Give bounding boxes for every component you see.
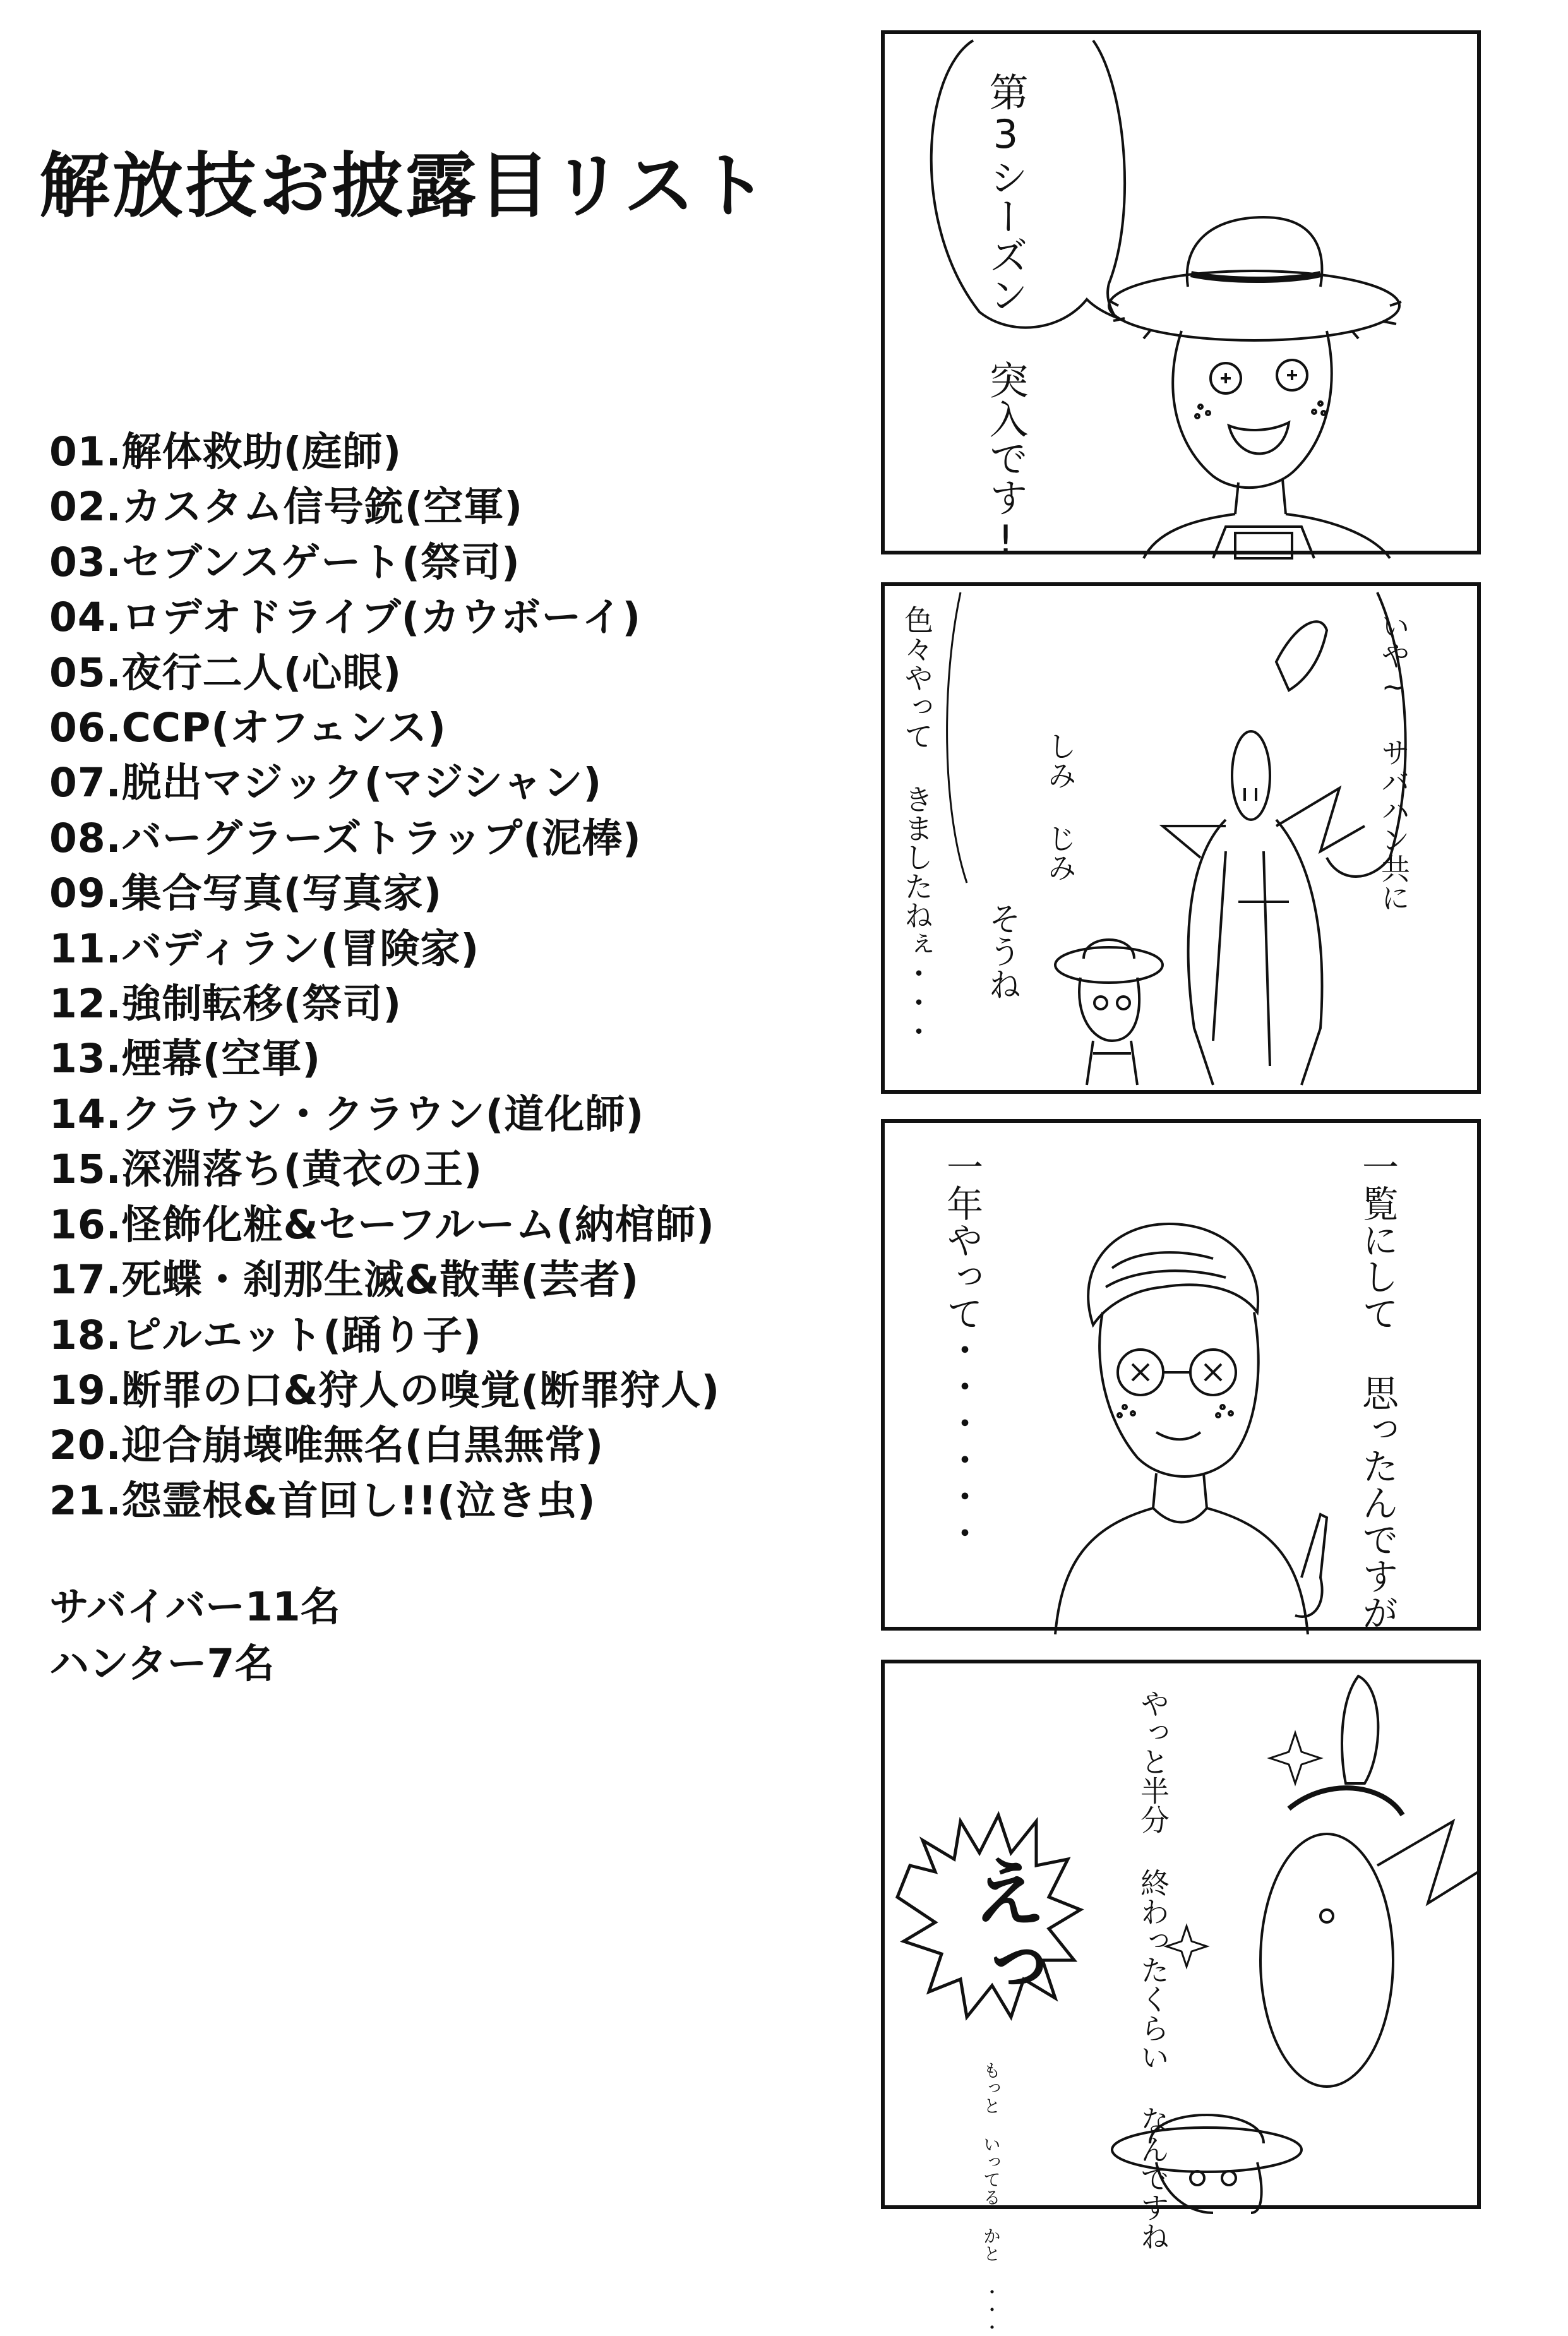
list-item: 18.ピルエット(踊り子) xyxy=(49,1312,482,1358)
page-title: 解放技お披露目リスト xyxy=(39,145,770,227)
comic-panel-2 xyxy=(881,582,1481,1094)
bubble-line: 色々やって xyxy=(900,605,934,750)
comic-panel-3 xyxy=(881,1119,1481,1631)
list-item: 02.カスタム信号銃(空軍) xyxy=(49,484,524,530)
bubble-line: なんですね xyxy=(1136,2105,1170,2251)
list-item: 12.強制転移(祭司) xyxy=(49,981,402,1027)
sfx-sou-ne: そうね xyxy=(983,902,1020,1000)
list-item: 03.セブンスゲート(祭司) xyxy=(49,539,520,585)
speech-bubble-left: 一年やって・・・・・・ xyxy=(940,1148,983,1551)
bubble-line: 思ったんですが xyxy=(1356,1374,1399,1631)
aside-line: もっと xyxy=(981,2061,1002,2114)
aside-line: いってる xyxy=(981,2135,1002,2206)
sfx-line: しみ xyxy=(1043,731,1077,789)
list-item: 05.夜行二人(心眼) xyxy=(49,649,402,696)
aside-line: かと xyxy=(981,2227,1002,2262)
bubble-line: きましたねぇ・・・ xyxy=(900,784,934,1046)
bubble-line: 終わったくらい xyxy=(1136,1868,1170,2071)
shout-text: えっ xyxy=(959,1853,1046,2004)
bubble-line: いや~ xyxy=(1377,611,1411,704)
list-item: 19.断罪の口&狩人の嗅覚(断罪狩人) xyxy=(49,1367,721,1413)
list-item: 06.CCP(オフェンス) xyxy=(49,705,446,752)
bubble-line: サバハン共に xyxy=(1377,738,1411,912)
list-item: 20.迎合崩壊唯無名(白黒無常) xyxy=(49,1422,604,1469)
list-item: 08.バーグラーズトラップ(泥棒) xyxy=(49,815,642,861)
list-item: 09.集合写真(写真家) xyxy=(49,870,443,917)
list-item: 16.怪飾化粧&セーフルーム(納棺師) xyxy=(49,1201,715,1248)
speech-bubble-right xyxy=(1374,611,1413,912)
comic-panel-1 xyxy=(881,30,1481,563)
aside-line: ・・・ xyxy=(981,2283,1002,2336)
skill-list xyxy=(49,424,720,1528)
list-item: 11.バディラン(冒険家) xyxy=(49,925,480,972)
list-item: 15.深淵落ち(黄衣の王) xyxy=(49,1146,483,1193)
gardener-illustration xyxy=(885,34,1485,558)
sfx-shimijimi xyxy=(1039,731,1081,882)
list-item: 17.死蝶・刹那生滅&散華(芸者) xyxy=(49,1257,640,1303)
speech-bubble-right xyxy=(1352,1148,1403,1631)
summary xyxy=(49,1579,340,1692)
comic-panel-4 xyxy=(881,1660,1481,2336)
bubble-line: 突入です! xyxy=(983,360,1029,563)
bubble-line: 一覧にして xyxy=(1356,1148,1399,1331)
small-aside-text xyxy=(979,2061,1002,2336)
sfx-line: じみ xyxy=(1043,824,1077,882)
list-item: 14.クラウン・クラウン(道化師) xyxy=(49,1091,645,1137)
list-item: 07.脱出マジック(マジシャン) xyxy=(49,760,602,806)
bubble-line: やっと半分 xyxy=(1136,1689,1170,1834)
speech-bubble xyxy=(1134,1689,1172,2251)
speech-bubble-left xyxy=(897,605,937,1046)
hunter-count: ハンター7名 xyxy=(49,1641,275,1687)
list-item: 21.怨霊根&首回し!!(泣き虫) xyxy=(49,1477,596,1524)
bubble-line: 第3シーズン xyxy=(983,72,1029,314)
survivor-count: サバイバー11名 xyxy=(49,1584,340,1630)
list-item: 01.解体救助(庭師) xyxy=(49,429,402,475)
speech-bubble xyxy=(979,72,1031,563)
list-item: 13.煙幕(空軍) xyxy=(49,1036,321,1082)
list-item: 04.ロデオドライブ(カウボーイ) xyxy=(49,594,642,641)
